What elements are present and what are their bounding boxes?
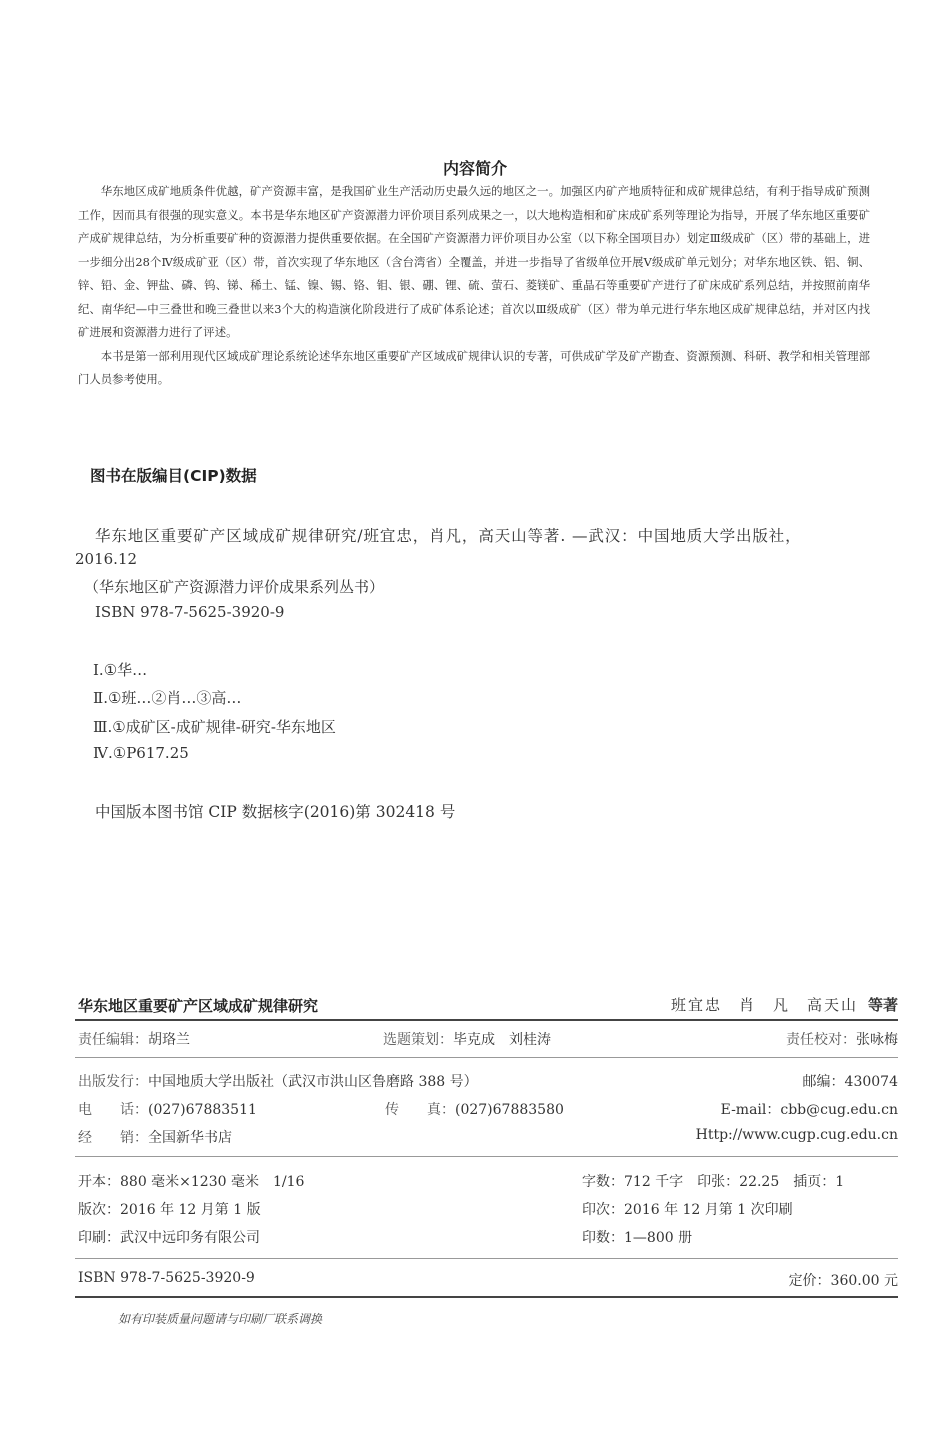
cip-class-i: Ⅰ.①华… (93, 661, 148, 679)
intro-body (78, 180, 870, 392)
proofreader-name: 张咏梅 (856, 1032, 898, 1048)
editor-label: 责任编辑： (78, 1032, 148, 1048)
authors-names: 班宜忠 肖 凡 高天山 (670, 996, 858, 1014)
publisher-row (78, 1071, 478, 1091)
word-count: 字数：712 千字 印张：22.25 插页：1 (582, 1174, 845, 1190)
cip-title: 图书在版编目(CIP)数据 (90, 467, 257, 485)
website: Http://www.cugp.cug.edu.cn (695, 1127, 898, 1143)
colophon-isbn: ISBN 978-7-5625-3920-9 (78, 1270, 255, 1286)
printer: 印刷：武汉中远印务有限公司 (78, 1230, 260, 1246)
print-time: 印次：2016 年 12 月第 1 次印刷 (582, 1202, 793, 1218)
format: 开本：880 毫米×1230 毫米 1/16 (78, 1174, 305, 1190)
planner-row (383, 1029, 551, 1049)
colophon-divider-2 (75, 1156, 898, 1157)
publisher-label: 出版发行： (78, 1074, 148, 1090)
cip-class-iv: Ⅳ.①P617.25 (93, 744, 189, 762)
planner-names: 毕克成 刘桂涛 (453, 1032, 551, 1048)
distributor-name: 全国新华书店 (148, 1130, 232, 1146)
cip-verify-number: 中国版本图书馆 CIP 数据核字(2016)第 302418 号 (95, 803, 456, 821)
fax-number: (027)67883580 (455, 1102, 564, 1118)
edition: 版次：2016 年 12 月第 1 版 (78, 1202, 261, 1218)
editor-row (78, 1029, 190, 1049)
proofreader-label: 责任校对： (786, 1032, 856, 1048)
postcode: 邮编：430074 (802, 1074, 898, 1090)
planner-label: 选题策划： (383, 1032, 453, 1048)
colophon-bottom-rule (75, 1296, 898, 1298)
proofreader-row (600, 1029, 898, 1049)
distributor-row (78, 1127, 232, 1147)
editor-name: 胡珞兰 (148, 1032, 190, 1048)
book-authors (600, 994, 898, 1015)
publisher-name: 中国地质大学出版社（武汉市洪山区鲁磨路 388 号） (148, 1074, 478, 1090)
book-title: 华东地区重要矿产区域成矿规律研究 (78, 997, 319, 1015)
fax-label: 传 真： (385, 1102, 455, 1118)
price: 定价：360.00 元 (788, 1273, 898, 1289)
cip-isbn: ISBN 978-7-5625-3920-9 (95, 603, 285, 621)
phone-label: 电 话： (78, 1102, 148, 1118)
authors-suffix: 等著 (867, 996, 898, 1014)
cip-date: 2016.12 (75, 550, 138, 568)
intro-paragraph-1: 华东地区成矿地质条件优越，矿产资源丰富，是我国矿业生产活动历史最久远的地区之一。加强区内矿产地质特征和成矿规律总结，有利于指导成矿预测工作，因而具有很强的现实意义。本书是华东地区矿产资源潜力评价项目系列成果之一，以大地构造相和矿床成矿系列等理论为指导，开展了华东地区重要矿产成矿规律总结，为分析重要矿种的资源潜力提供重要依据。在全国矿产资源潜力评价项目办公室（以下称全国项目办）划定Ⅲ级成矿（区）带的基础上，进一步细分出28个Ⅳ级成矿亚（区）带，首次实现了华东地区（含台湾省）全覆盖，并进一步指导了省级单位开展Ⅴ级成矿单元划分；对华东地区铁、铝、铜、锌、铅、金、钾盐、磷、钨、锑、稀土、锰、镍、锡、铬、钼、银、硼、锂、硫、萤石、菱镁矿、重晶石等重要矿产进行了矿床成矿系列总结，并按照前南华纪、南华纪—中三叠世和晚三叠世以来3个大的构造演化阶段进行了成矿体系论述；首次以Ⅲ级成矿（区）带为单元进行华东地区成矿规律总结，并对区内找矿进展和资源潜力进行了评述。 (78, 184, 870, 339)
colophon-top-rule (75, 1019, 898, 1021)
colophon-divider-1 (75, 1057, 898, 1058)
email: E-mail：cbb@cug.edu.cn (720, 1102, 898, 1118)
cip-series: （华东地区矿产资源潜力评价成果系列丛书） (84, 578, 385, 596)
fax-row (385, 1099, 564, 1119)
cip-class-ii: Ⅱ.①班…②肖…③高… (93, 689, 242, 707)
cip-main-entry: 华东地区重要矿产区域成矿规律研究/班宜忠，肖凡，高天山等著. —武汉：中国地质大学出版社， (95, 527, 802, 545)
cip-class-iii: Ⅲ.①成矿区-成矿规律-研究-华东地区 (93, 718, 336, 736)
colophon-divider-3 (75, 1258, 898, 1259)
distributor-label: 经 销： (78, 1130, 148, 1146)
intro-title: 内容简介 (442, 159, 507, 178)
phone-row (78, 1099, 257, 1119)
print-run: 印数：1—800 册 (582, 1230, 693, 1246)
intro-paragraph-2: 本书是第一部利用现代区域成矿理论系统论述华东地区重要矿产区域成矿规律认识的专著，可供成矿学及矿产勘查、资源预测、科研、教学和相关管理部门人员参考使用。 (78, 348, 870, 386)
footer-note: 如有印装质量问题请与印刷厂联系调换 (118, 1312, 323, 1326)
phone-number: (027)67883511 (148, 1102, 257, 1118)
